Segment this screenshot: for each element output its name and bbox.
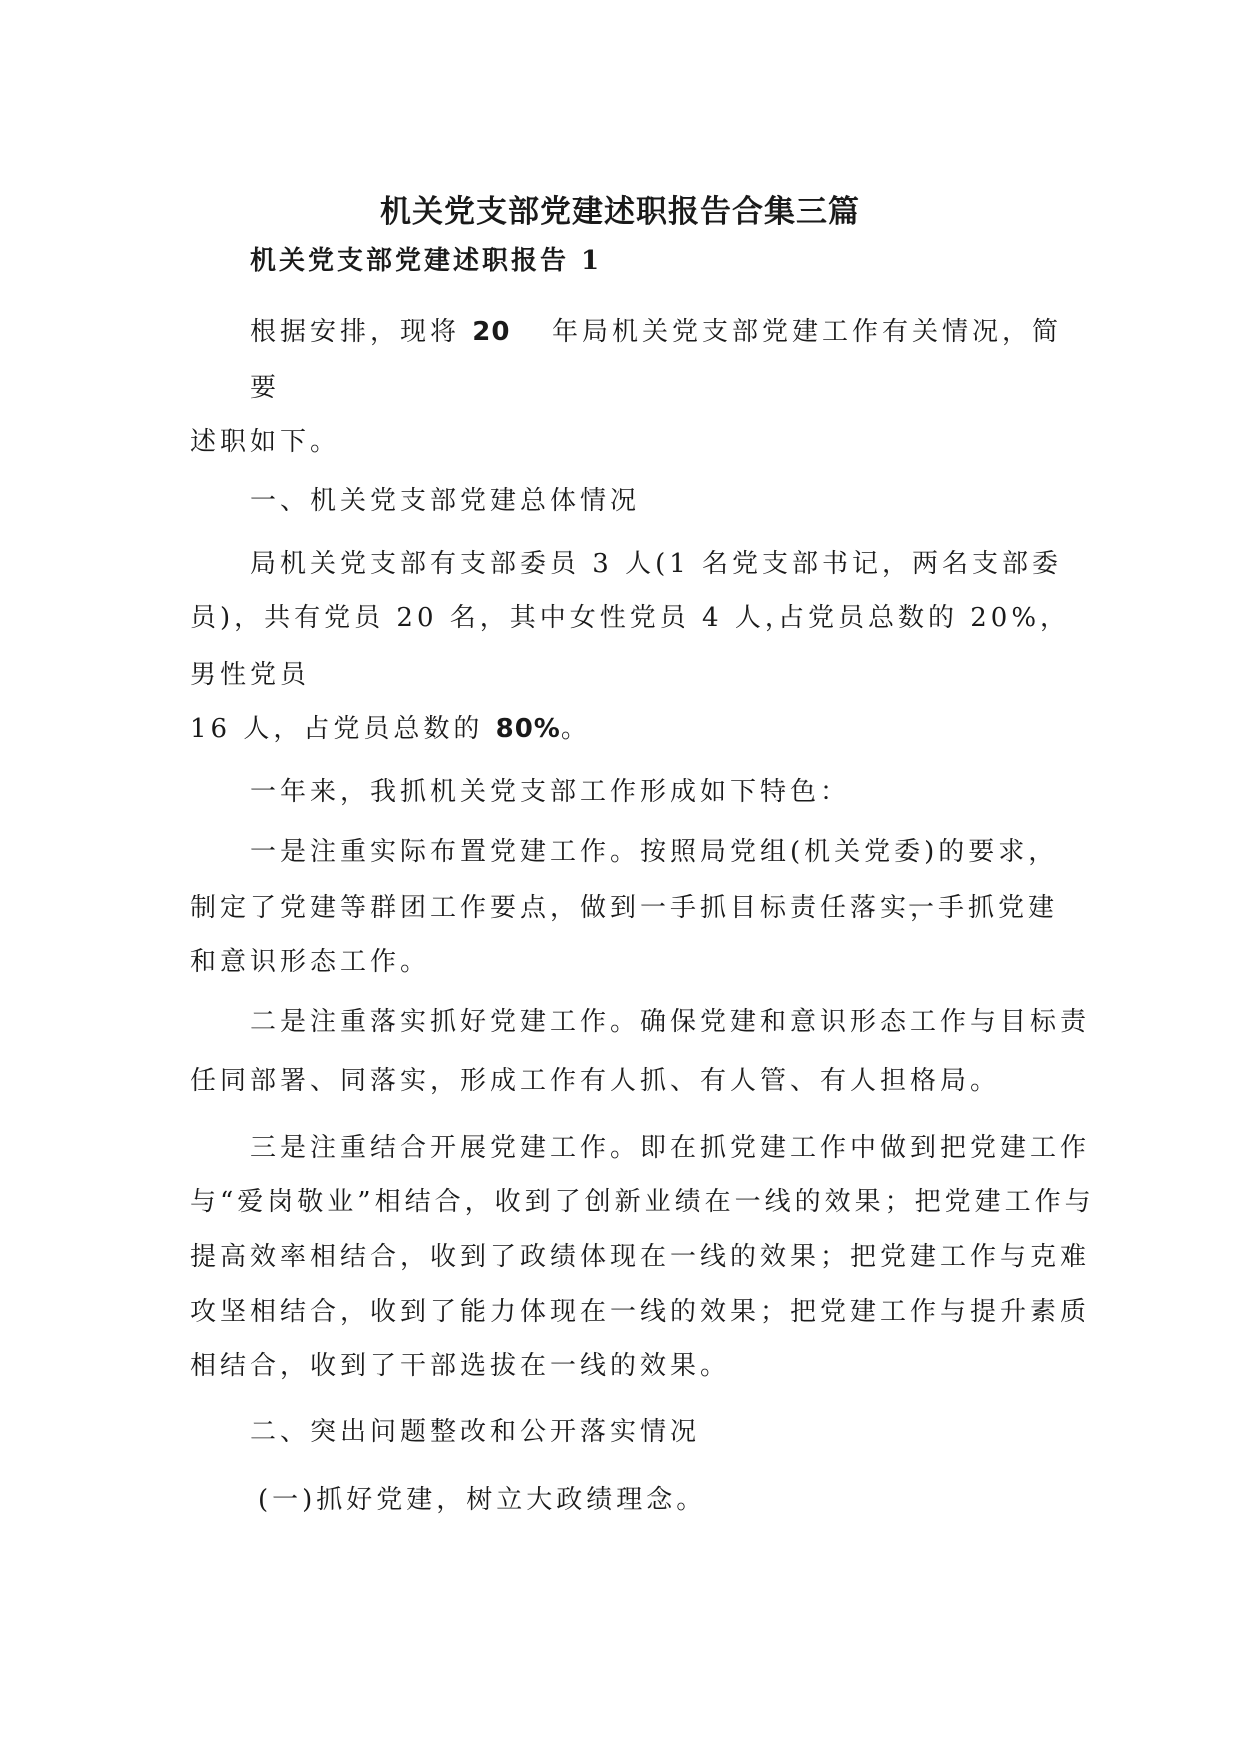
intro-paragraph-line-2: 要 — [250, 373, 281, 403]
feature-1-line-3: 和意识形态工作。 — [190, 947, 431, 977]
intro-year: 20 — [472, 317, 511, 347]
overview-paragraph-line-2-end: 占党员总数的 20%， — [778, 603, 1071, 633]
feature-3-line-3: 提高效率相结合，收到了政绩体现在一线的效果；把党建工作与克难 — [190, 1242, 1091, 1272]
overview-paragraph-line-1: 局机关党支部有支部委员 3 人(1 名党支部书记，两名支部委 — [250, 549, 1063, 579]
feature-3-line-1: 三是注重结合开展党建工作。即在抓党建工作中做到把党建工作 — [250, 1133, 1091, 1163]
feature-2-line-2: 任同部署、同落实，形成工作有人抓、有人管、有人担格局。 — [190, 1066, 1001, 1096]
overview-paragraph-line-3: 男性党员 — [190, 660, 311, 690]
feature-1-line-2: 制定了党建等群团工作要点，做到一手抓目标责任落实， — [190, 893, 941, 923]
overview-period: 。 — [560, 714, 591, 744]
features-intro: 一年来，我抓机关党支部工作形成如下特色： — [250, 777, 851, 807]
feature-2-line-1: 二是注重落实抓好党建工作。确保党建和意识形态工作与目标责 — [250, 1007, 1091, 1037]
section-1-heading: 一、机关党支部党建总体情况 — [250, 486, 641, 516]
feature-3-line-4: 攻坚相结合，收到了能力体现在一线的效果；把党建工作与提升素质 — [190, 1297, 1091, 1327]
intro-paragraph-line-1 — [250, 316, 510, 348]
feature-1-line-2-end: 一手抓党建 — [908, 893, 1059, 923]
report-subtitle: 机关党支部党建述职报告 1 — [250, 246, 603, 276]
overview-percent: 80% — [495, 714, 561, 744]
document-title: 机关党支部党建述职报告合集三篇 — [380, 194, 860, 230]
intro-lead: 根据安排，现将 — [250, 317, 461, 347]
overview-paragraph-line-2: 员)，共有党员 20 名，其中女性党员 4 人， — [190, 603, 795, 633]
feature-3-line-2: 与“爱岗敬业”相结合，收到了创新业绩在一线的效果；把党建工作与 — [190, 1187, 1095, 1217]
overview-paragraph-line-4 — [190, 713, 591, 745]
section-2-subheading-1: (一)抓好党建，树立大政绩理念。 — [258, 1485, 707, 1515]
section-2-heading: 二、突出问题整改和公开落实情况 — [250, 1417, 701, 1447]
intro-paragraph-line-1-rest: 年局机关党支部党建工作有关情况，简 — [552, 317, 1063, 347]
feature-1-line-1: 一是注重实际布置党建工作。按照局党组(机关党委)的要求， — [250, 837, 1059, 867]
feature-3-line-5: 相结合，收到了干部选拔在一线的效果。 — [190, 1351, 731, 1381]
overview-count: 16 人，占党员总数的 — [190, 714, 484, 744]
intro-paragraph-line-3: 述职如下。 — [190, 427, 341, 457]
